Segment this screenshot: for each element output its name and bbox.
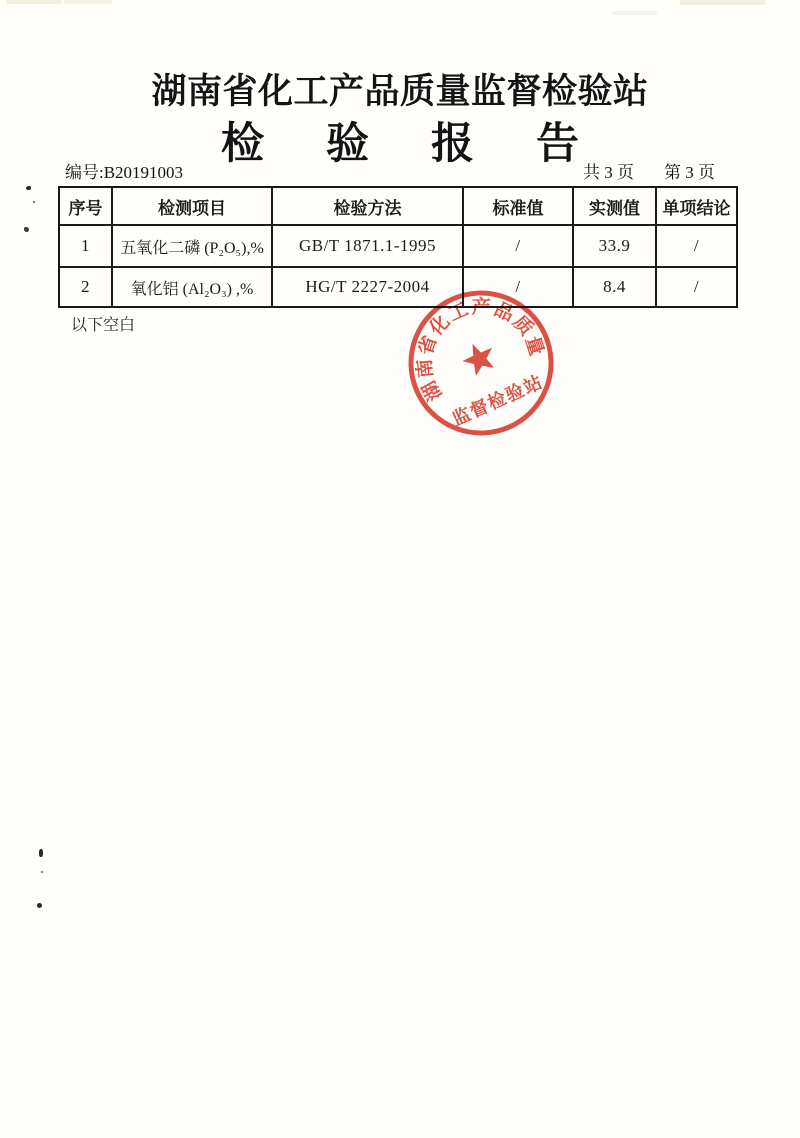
scan-speckle: [24, 227, 29, 232]
row1-conclusion: /: [657, 226, 736, 268]
below-blank-note: 以下空白: [71, 317, 136, 334]
scan-speckle: [39, 849, 43, 857]
col-header-method: 检验方法: [273, 188, 464, 226]
report-title: 检验报告: [221, 120, 641, 168]
organization-title: 湖南省化工产品质量监督检验站: [151, 72, 649, 111]
pages-total: 共 3 页: [583, 163, 634, 182]
row2-method: HG/T 2227-2004: [273, 268, 464, 306]
row1-method: GB/T 1871.1-1995: [273, 226, 464, 268]
row1-item: 五氧化二磷 (P₂O₅),%: [113, 226, 273, 268]
row1-standard: /: [464, 226, 574, 268]
col-header-standard: 标准值: [464, 188, 574, 226]
row2-conclusion: /: [693, 277, 700, 296]
row2-seq: 2: [60, 268, 113, 306]
col-header-item: 检测项目: [113, 188, 273, 226]
scan-smudge: [680, 0, 766, 5]
scan-smudge: [64, 0, 112, 4]
row2-measured: 8.4: [574, 268, 657, 306]
report-meta-row: [0, 158, 800, 180]
row1-measured: 33.9: [574, 226, 657, 268]
page-number: 第 3 页: [664, 163, 715, 182]
test-results-table: [58, 186, 738, 308]
report-number: 编号:B20191003: [65, 163, 184, 182]
scan-speckle: [26, 186, 31, 190]
scan-smudge: [6, 0, 62, 4]
row2-standard: /: [464, 268, 574, 306]
scan-speckle: [41, 871, 43, 873]
star-icon: [458, 337, 500, 378]
col-header-measured: 实测值: [574, 188, 657, 226]
col-header-seq: 序号: [60, 188, 113, 226]
scan-smudge: [612, 11, 658, 15]
row1-seq: 1: [60, 226, 113, 268]
stamp-bottom-text: 监督检验站: [449, 371, 547, 430]
row2-item: 氧化铝 (Al₂O₃) ,%: [113, 268, 273, 306]
col-header-conclusion: 单项结论: [657, 188, 736, 226]
scan-speckle: [33, 201, 35, 203]
stamp-arc-text: 湖南省化工产品质量: [414, 296, 547, 404]
scan-speckle: [37, 903, 42, 908]
